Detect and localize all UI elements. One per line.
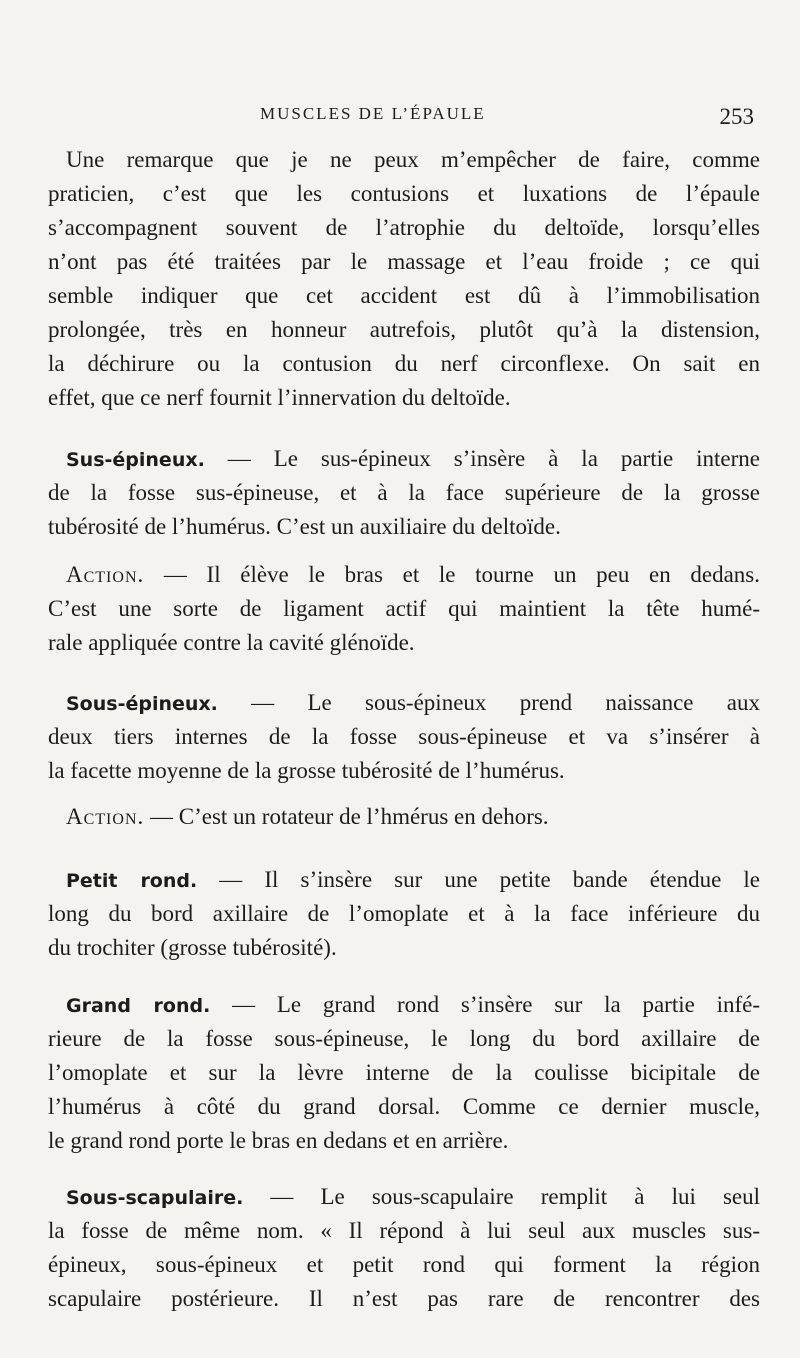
section-heading: Petit rond. bbox=[66, 870, 198, 892]
text-line: prolongée, très en honneur autrefois, plutôt qu’à la distension, bbox=[48, 317, 760, 342]
paragraph-intro bbox=[48, 143, 760, 415]
text-line: la déchirure ou la contusion du nerf circonflexe. On sait en bbox=[48, 351, 760, 376]
line-text: — Le sous-épineux prend naissance aux bbox=[217, 690, 760, 715]
section-heading: Sous-scapulaire. bbox=[66, 1187, 244, 1209]
text-line: tubérosité de l’humérus. C’est un auxiliaire du deltoïde. bbox=[48, 514, 561, 539]
running-title: MUSCLES DE L’ÉPAULE bbox=[260, 104, 486, 123]
running-head bbox=[0, 104, 800, 134]
text-line: la facette moyenne de la grosse tubérosité de l’humérus. bbox=[48, 758, 565, 783]
text-line: Une remarque que je ne peux m’empêcher de faire, comme bbox=[66, 147, 760, 172]
paragraph-action-2 bbox=[48, 800, 760, 834]
text-line bbox=[48, 863, 760, 897]
text-line bbox=[48, 1180, 760, 1214]
text-line: la fosse de même nom. « Il répond à lui seul aux muscles sus- bbox=[48, 1218, 760, 1243]
text-line: l’omoplate et sur la lèvre interne de la coulisse bicipitale de bbox=[48, 1060, 760, 1085]
text-line bbox=[48, 988, 760, 1022]
action-label: Action. bbox=[66, 562, 145, 587]
section-heading: Sus-épineux. bbox=[66, 449, 205, 471]
paragraph-action-1 bbox=[48, 558, 760, 660]
text-line: long du bord axillaire de l’omoplate et à la face inférieure du bbox=[48, 901, 760, 926]
text-line: n’ont pas été traitées par le massage et l’eau froide ; ce qui bbox=[48, 249, 760, 274]
line-text: — Le sus-épineux s’insère à la partie interne bbox=[204, 446, 760, 471]
text-line: l’humérus à côté du grand dorsal. Comme ce dernier muscle, bbox=[48, 1094, 760, 1119]
line-text: — C’est un rotateur de l’hmérus en dehors. bbox=[144, 804, 549, 829]
text-line bbox=[48, 800, 760, 834]
text-line: rale appliquée contre la cavité glénoïde. bbox=[48, 630, 415, 655]
line-text: — Il s’insère sur une petite bande étendue le bbox=[197, 867, 761, 892]
line-text: — Il élève le bras et le tourne un peu en dedans. bbox=[144, 562, 760, 587]
text-line: épineux, sous-épineux et petit rond qui forment la région bbox=[48, 1252, 760, 1277]
text-line: rieure de la fosse sous-épineuse, le long du bord axillaire de bbox=[48, 1026, 760, 1051]
paragraph-grand-rond bbox=[48, 988, 760, 1158]
line-text: — Le sous-scapulaire remplit à lui seul bbox=[243, 1184, 760, 1209]
action-label: Action. bbox=[66, 804, 145, 829]
text-line: scapulaire postérieure. Il n’est pas rare de rencontrer des bbox=[48, 1286, 760, 1311]
text-line: deux tiers internes de la fosse sous-épineuse et va s’insérer à bbox=[48, 724, 760, 749]
section-heading: Sous-épineux. bbox=[66, 693, 218, 715]
line-text: — Le grand rond s’insère sur la partie infé- bbox=[210, 992, 760, 1017]
text-line: effet, que ce nerf fournit l’innervation du deltoïde. bbox=[48, 385, 511, 410]
text-line bbox=[48, 558, 760, 592]
paragraph-sous-scapulaire bbox=[48, 1180, 760, 1316]
paragraph-sous-epineux bbox=[48, 686, 760, 788]
paragraph-petit-rond bbox=[48, 863, 760, 965]
text-line: s’accompagnent souvent de l’atrophie du deltoïde, lorsqu’elles bbox=[48, 215, 760, 240]
text-line: le grand rond porte le bras en dedans et en arrière. bbox=[48, 1128, 509, 1153]
text-line: du trochiter (grosse tubérosité). bbox=[48, 935, 337, 960]
text-line: semble indiquer que cet accident est dû à l’immobilisation bbox=[48, 283, 760, 308]
text-line: praticien, c’est que les contusions et luxations de l’épaule bbox=[48, 181, 760, 206]
text-line: C’est une sorte de ligament actif qui maintient la tête humé- bbox=[48, 596, 760, 621]
section-heading: Grand rond. bbox=[66, 995, 211, 1017]
page-number: 253 bbox=[719, 104, 754, 129]
text-line bbox=[48, 686, 760, 720]
text-line: de la fosse sus-épineuse, et à la face supérieure de la grosse bbox=[48, 480, 760, 505]
text-line bbox=[48, 442, 760, 476]
paragraph-sus-epineux bbox=[48, 442, 760, 544]
